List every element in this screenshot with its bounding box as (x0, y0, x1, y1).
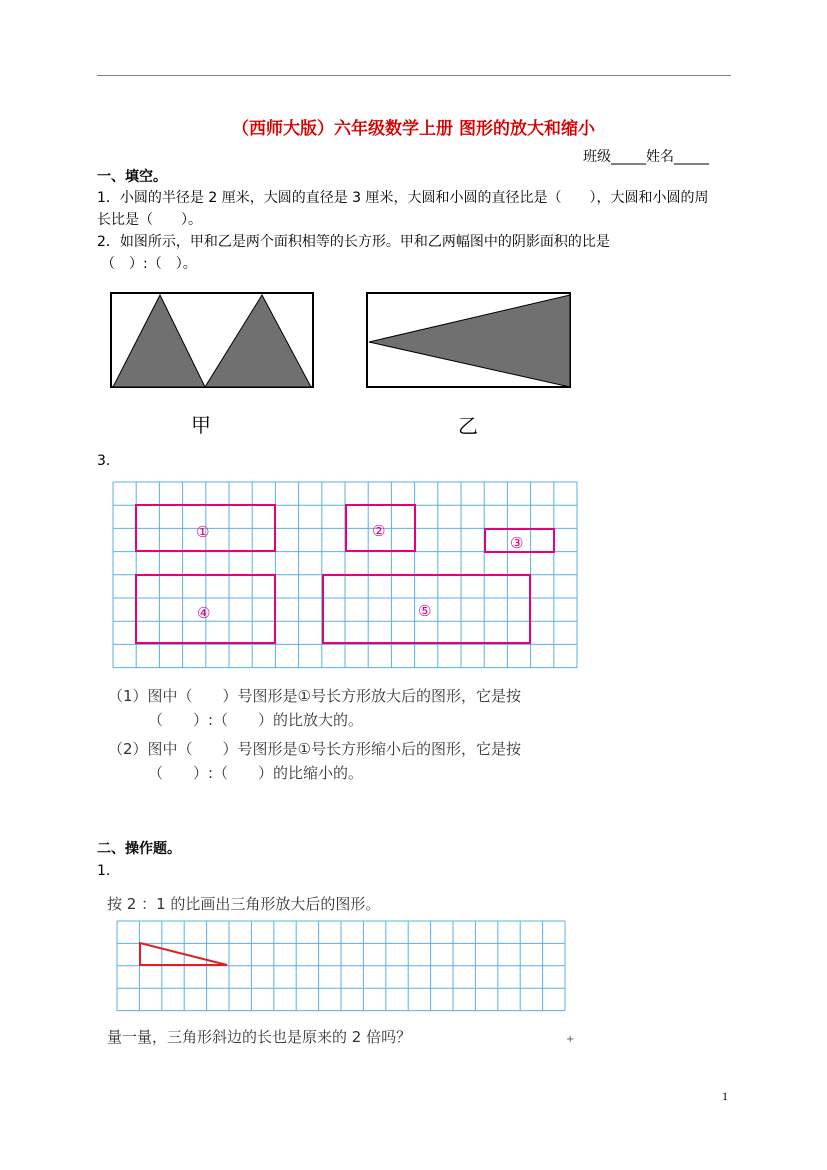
q3-grid (112, 480, 580, 670)
label-1: ① (196, 523, 210, 541)
q1-line1: 1．小圆的半径是 2 厘米，大圆的直径是 3 厘米，大圆和小圆的直径比是（ ），大圆和小圆的周 (97, 190, 709, 206)
q3-sub1-line2: （ ）:（ ）的比放大的。 (148, 711, 364, 729)
section2-heading: 二、操作题。 (97, 841, 181, 857)
page-title: （西师大版）六年级数学上册 图形的放大和缩小 (232, 119, 595, 139)
class-name-line: 班级_____姓名_____ (583, 149, 709, 165)
q3-number: 3. (97, 453, 111, 469)
q3-sub2-line2: （ ）:（ ）的比缩小的。 (148, 764, 364, 782)
label-5: ⑤ (418, 602, 432, 620)
section2-q1-number: 1. (97, 863, 111, 879)
q2-line2: （ ）:（ ）。 (101, 256, 197, 272)
q2-line1: 2．如图所示，甲和乙是两个面积相等的长方形。甲和乙两幅图中的阴影面积的比是 (97, 234, 610, 250)
section1-heading: 一、填空。 (97, 169, 167, 185)
figure-jia (110, 292, 316, 390)
section2-question: 量一量，三角形斜边的长也是原来的 2 倍吗？ (107, 1028, 412, 1046)
page-number: 1 (722, 1089, 728, 1103)
q1-line2: 长比是（ ）。 (97, 212, 202, 228)
source-triangle (140, 943, 227, 965)
label-4: ④ (197, 604, 211, 622)
label-2: ② (372, 522, 386, 540)
label-3: ③ (510, 534, 524, 552)
stray-mark: + (566, 1034, 575, 1045)
figure-label-jia: 甲 (191, 413, 211, 437)
operation-grid (116, 918, 568, 1012)
figure-yi (366, 292, 573, 390)
q3-sub2-line1: （2）图中（ ）号图形是①号长方形缩小后的图形，它是按 (108, 740, 521, 758)
header-rule (97, 75, 731, 76)
figure-label-yi: 乙 (458, 414, 478, 438)
section2-instruction: 按 2 ：1 的比画出三角形放大后的图形。 (107, 895, 381, 913)
q3-sub1-line1: （1）图中（ ）号图形是①号长方形放大后的图形，它是按 (108, 687, 521, 705)
